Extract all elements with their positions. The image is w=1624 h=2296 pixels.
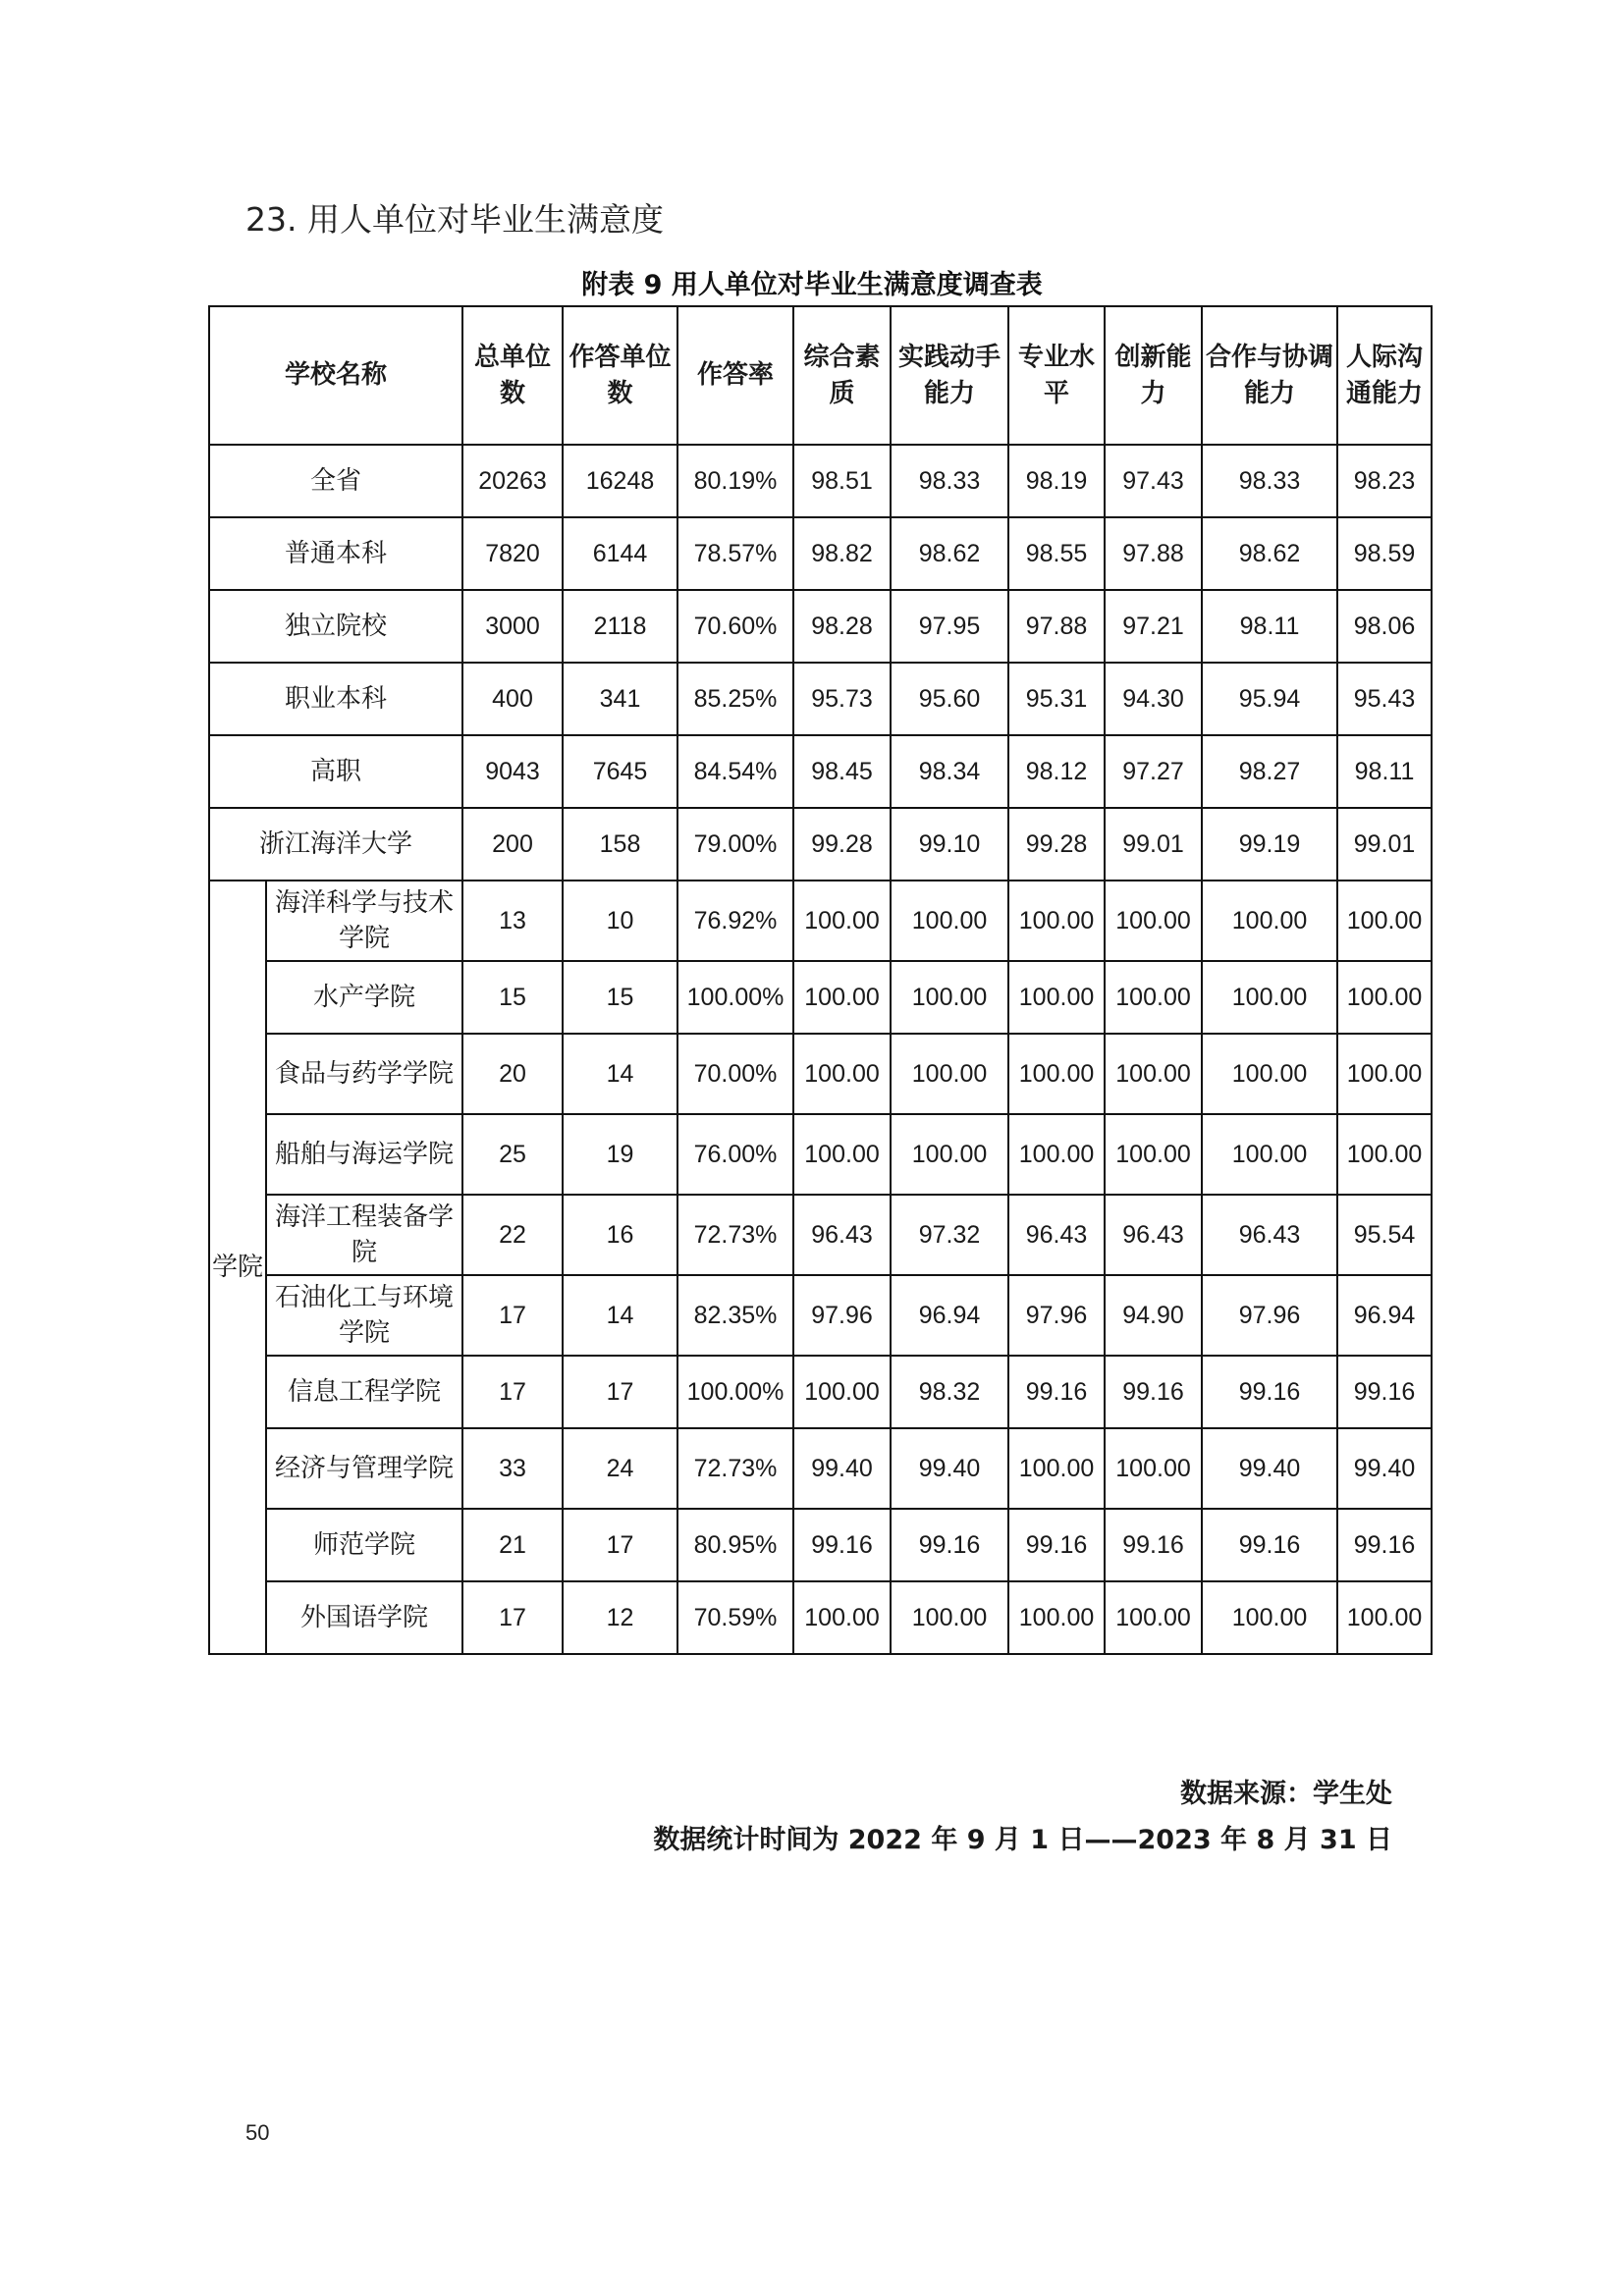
data-cell: 100.00 bbox=[793, 1034, 891, 1114]
data-source-note: 数据来源：学生处 bbox=[1180, 1779, 1392, 1809]
data-cell: 400 bbox=[462, 663, 563, 735]
row-name-cell: 高职 bbox=[209, 735, 462, 808]
data-cell: 99.01 bbox=[1337, 808, 1432, 881]
header-row bbox=[209, 306, 1432, 445]
summary-row bbox=[209, 590, 1432, 663]
header-cell: 专业水平 bbox=[1008, 306, 1105, 445]
data-cell: 99.40 bbox=[891, 1428, 1008, 1509]
data-cell: 97.32 bbox=[891, 1195, 1008, 1275]
data-cell: 100.00 bbox=[793, 1356, 891, 1428]
data-cell: 200 bbox=[462, 808, 563, 881]
data-cell: 100.00 bbox=[1008, 961, 1105, 1034]
data-cell: 97.96 bbox=[1202, 1275, 1337, 1356]
data-cell: 72.73% bbox=[677, 1195, 793, 1275]
data-cell: 97.95 bbox=[891, 590, 1008, 663]
summary-row bbox=[209, 808, 1432, 881]
college-row bbox=[209, 1275, 1432, 1356]
college-name-cell: 船舶与海运学院 bbox=[266, 1114, 462, 1195]
data-cell: 78.57% bbox=[677, 517, 793, 590]
data-cell: 99.16 bbox=[793, 1509, 891, 1581]
row-name-cell: 浙江海洋大学 bbox=[209, 808, 462, 881]
data-cell: 15 bbox=[563, 961, 677, 1034]
row-name-cell: 职业本科 bbox=[209, 663, 462, 735]
data-cell: 21 bbox=[462, 1509, 563, 1581]
data-cell: 158 bbox=[563, 808, 677, 881]
data-cell: 97.27 bbox=[1105, 735, 1202, 808]
data-cell: 341 bbox=[563, 663, 677, 735]
header-cell: 综合素质 bbox=[793, 306, 891, 445]
data-cell: 99.16 bbox=[1202, 1509, 1337, 1581]
data-cell: 84.54% bbox=[677, 735, 793, 808]
data-cell: 98.12 bbox=[1008, 735, 1105, 808]
page-number: 50 bbox=[245, 2120, 270, 2145]
data-cell: 100.00 bbox=[1105, 1034, 1202, 1114]
data-cell: 95.54 bbox=[1337, 1195, 1432, 1275]
data-cell: 100.00 bbox=[793, 961, 891, 1034]
data-cell: 3000 bbox=[462, 590, 563, 663]
data-cell: 99.40 bbox=[1202, 1428, 1337, 1509]
data-cell: 97.88 bbox=[1008, 590, 1105, 663]
data-cell: 99.16 bbox=[1105, 1356, 1202, 1428]
data-cell: 13 bbox=[462, 881, 563, 961]
summary-row bbox=[209, 735, 1432, 808]
data-cell: 96.43 bbox=[1202, 1195, 1337, 1275]
data-cell: 100.00% bbox=[677, 1356, 793, 1428]
college-row bbox=[209, 1356, 1432, 1428]
college-name-cell: 信息工程学院 bbox=[266, 1356, 462, 1428]
college-name-cell: 水产学院 bbox=[266, 961, 462, 1034]
data-cell: 96.94 bbox=[1337, 1275, 1432, 1356]
data-cell: 98.23 bbox=[1337, 445, 1432, 517]
data-cell: 100.00 bbox=[891, 1034, 1008, 1114]
college-row bbox=[209, 1428, 1432, 1509]
row-name-cell: 全省 bbox=[209, 445, 462, 517]
data-cell: 100.00 bbox=[793, 881, 891, 961]
section-heading: 23. 用人单位对毕业生满意度 bbox=[245, 200, 664, 239]
data-cell: 98.27 bbox=[1202, 735, 1337, 808]
data-cell: 98.51 bbox=[793, 445, 891, 517]
college-name-cell: 石油化工与环境学院 bbox=[266, 1275, 462, 1356]
data-cell: 97.88 bbox=[1105, 517, 1202, 590]
college-name-cell: 海洋科学与技术学院 bbox=[266, 881, 462, 961]
data-cell: 24 bbox=[563, 1428, 677, 1509]
data-cell: 99.10 bbox=[891, 808, 1008, 881]
header-cell: 总单位数 bbox=[462, 306, 563, 445]
college-name-cell: 经济与管理学院 bbox=[266, 1428, 462, 1509]
data-cell: 25 bbox=[462, 1114, 563, 1195]
data-cell: 98.82 bbox=[793, 517, 891, 590]
data-cell: 95.31 bbox=[1008, 663, 1105, 735]
data-cell: 98.11 bbox=[1337, 735, 1432, 808]
summary-row bbox=[209, 517, 1432, 590]
data-cell: 20263 bbox=[462, 445, 563, 517]
data-cell: 72.73% bbox=[677, 1428, 793, 1509]
data-cell: 100.00 bbox=[1008, 1428, 1105, 1509]
data-cell: 70.59% bbox=[677, 1581, 793, 1654]
header-cell: 学校名称 bbox=[209, 306, 462, 445]
row-name-cell: 普通本科 bbox=[209, 517, 462, 590]
college-row bbox=[209, 1034, 1432, 1114]
data-cell: 99.40 bbox=[1337, 1428, 1432, 1509]
data-cell: 2118 bbox=[563, 590, 677, 663]
data-cell: 96.94 bbox=[891, 1275, 1008, 1356]
data-cell: 12 bbox=[563, 1581, 677, 1654]
data-cell: 98.28 bbox=[793, 590, 891, 663]
data-cell: 99.16 bbox=[891, 1509, 1008, 1581]
data-cell: 14 bbox=[563, 1034, 677, 1114]
data-cell: 16 bbox=[563, 1195, 677, 1275]
data-cell: 100.00 bbox=[1105, 881, 1202, 961]
data-cell: 99.01 bbox=[1105, 808, 1202, 881]
college-name-cell: 外国语学院 bbox=[266, 1581, 462, 1654]
data-cell: 98.55 bbox=[1008, 517, 1105, 590]
header-cell: 人际沟通能力 bbox=[1337, 306, 1432, 445]
college-row bbox=[209, 1195, 1432, 1275]
data-cell: 10 bbox=[563, 881, 677, 961]
data-cell: 99.16 bbox=[1008, 1356, 1105, 1428]
college-row bbox=[209, 1581, 1432, 1654]
data-cell: 99.28 bbox=[793, 808, 891, 881]
data-cell: 96.43 bbox=[1008, 1195, 1105, 1275]
data-cell: 99.19 bbox=[1202, 808, 1337, 881]
data-cell: 6144 bbox=[563, 517, 677, 590]
data-cell: 33 bbox=[462, 1428, 563, 1509]
data-cell: 94.30 bbox=[1105, 663, 1202, 735]
data-cell: 9043 bbox=[462, 735, 563, 808]
data-cell: 100.00 bbox=[891, 1114, 1008, 1195]
data-cell: 97.43 bbox=[1105, 445, 1202, 517]
table-caption: 附表 9 用人单位对毕业生满意度调查表 bbox=[581, 270, 1043, 300]
data-cell: 99.16 bbox=[1202, 1356, 1337, 1428]
data-cell: 99.16 bbox=[1008, 1509, 1105, 1581]
college-row bbox=[209, 1509, 1432, 1581]
data-cell: 100.00 bbox=[891, 961, 1008, 1034]
college-name-cell: 食品与药学学院 bbox=[266, 1034, 462, 1114]
data-cell: 100.00 bbox=[1337, 1581, 1432, 1654]
data-cell: 22 bbox=[462, 1195, 563, 1275]
data-cell: 95.43 bbox=[1337, 663, 1432, 735]
data-cell: 7645 bbox=[563, 735, 677, 808]
data-period-note: 数据统计时间为 2022 年 9 月 1 日——2023 年 8 月 31 日 bbox=[653, 1825, 1392, 1855]
satisfaction-survey-table bbox=[208, 305, 1433, 1655]
header-cell: 作答单位数 bbox=[563, 306, 677, 445]
data-cell: 98.59 bbox=[1337, 517, 1432, 590]
data-cell: 100.00 bbox=[891, 881, 1008, 961]
data-cell: 100.00 bbox=[1105, 961, 1202, 1034]
data-cell: 14 bbox=[563, 1275, 677, 1356]
group-label-cell: 学院 bbox=[209, 881, 266, 1654]
data-cell: 98.11 bbox=[1202, 590, 1337, 663]
data-cell: 98.62 bbox=[891, 517, 1008, 590]
data-cell: 100.00 bbox=[891, 1581, 1008, 1654]
college-name-cell: 海洋工程装备学院 bbox=[266, 1195, 462, 1275]
summary-row bbox=[209, 445, 1432, 517]
data-cell: 100.00 bbox=[1008, 1581, 1105, 1654]
data-cell: 100.00 bbox=[793, 1114, 891, 1195]
header-cell: 作答率 bbox=[677, 306, 793, 445]
data-cell: 15 bbox=[462, 961, 563, 1034]
data-cell: 20 bbox=[462, 1034, 563, 1114]
data-cell: 100.00 bbox=[1202, 1581, 1337, 1654]
data-cell: 17 bbox=[462, 1356, 563, 1428]
data-cell: 19 bbox=[563, 1114, 677, 1195]
data-cell: 98.33 bbox=[1202, 445, 1337, 517]
data-cell: 98.32 bbox=[891, 1356, 1008, 1428]
data-cell: 100.00 bbox=[1008, 1034, 1105, 1114]
data-cell: 100.00 bbox=[1337, 1114, 1432, 1195]
college-name-cell: 师范学院 bbox=[266, 1509, 462, 1581]
data-cell: 99.40 bbox=[793, 1428, 891, 1509]
data-cell: 100.00 bbox=[1337, 961, 1432, 1034]
data-cell: 79.00% bbox=[677, 808, 793, 881]
header-cell: 创新能力 bbox=[1105, 306, 1202, 445]
data-cell: 98.62 bbox=[1202, 517, 1337, 590]
data-cell: 100.00 bbox=[1202, 881, 1337, 961]
data-cell: 99.28 bbox=[1008, 808, 1105, 881]
data-cell: 100.00 bbox=[1008, 881, 1105, 961]
data-cell: 80.19% bbox=[677, 445, 793, 517]
data-cell: 100.00 bbox=[1008, 1114, 1105, 1195]
data-cell: 100.00 bbox=[1202, 1114, 1337, 1195]
data-cell: 100.00 bbox=[1105, 1581, 1202, 1654]
data-cell: 82.35% bbox=[677, 1275, 793, 1356]
data-cell: 99.16 bbox=[1105, 1509, 1202, 1581]
data-cell: 17 bbox=[563, 1509, 677, 1581]
row-name-cell: 独立院校 bbox=[209, 590, 462, 663]
data-cell: 98.33 bbox=[891, 445, 1008, 517]
data-cell: 97.21 bbox=[1105, 590, 1202, 663]
data-cell: 76.92% bbox=[677, 881, 793, 961]
data-cell: 70.00% bbox=[677, 1034, 793, 1114]
data-cell: 96.43 bbox=[793, 1195, 891, 1275]
data-cell: 99.16 bbox=[1337, 1356, 1432, 1428]
data-cell: 97.96 bbox=[1008, 1275, 1105, 1356]
data-cell: 100.00 bbox=[1105, 1114, 1202, 1195]
data-cell: 100.00 bbox=[1202, 1034, 1337, 1114]
college-row bbox=[209, 1114, 1432, 1195]
data-cell: 16248 bbox=[563, 445, 677, 517]
data-cell: 98.34 bbox=[891, 735, 1008, 808]
data-cell: 100.00 bbox=[1337, 1034, 1432, 1114]
data-cell: 98.45 bbox=[793, 735, 891, 808]
data-cell: 99.16 bbox=[1337, 1509, 1432, 1581]
data-cell: 95.73 bbox=[793, 663, 891, 735]
data-cell: 17 bbox=[563, 1356, 677, 1428]
data-cell: 98.19 bbox=[1008, 445, 1105, 517]
table-body bbox=[209, 306, 1432, 1654]
data-cell: 17 bbox=[462, 1581, 563, 1654]
summary-row bbox=[209, 663, 1432, 735]
data-cell: 80.95% bbox=[677, 1509, 793, 1581]
data-cell: 95.60 bbox=[891, 663, 1008, 735]
data-cell: 100.00% bbox=[677, 961, 793, 1034]
data-cell: 100.00 bbox=[793, 1581, 891, 1654]
college-row bbox=[209, 881, 1432, 961]
data-cell: 100.00 bbox=[1202, 961, 1337, 1034]
header-cell: 实践动手能力 bbox=[891, 306, 1008, 445]
data-cell: 17 bbox=[462, 1275, 563, 1356]
data-cell: 76.00% bbox=[677, 1114, 793, 1195]
data-cell: 96.43 bbox=[1105, 1195, 1202, 1275]
data-cell: 100.00 bbox=[1105, 1428, 1202, 1509]
data-cell: 85.25% bbox=[677, 663, 793, 735]
data-cell: 95.94 bbox=[1202, 663, 1337, 735]
header-cell: 合作与协调能力 bbox=[1202, 306, 1337, 445]
data-cell: 98.06 bbox=[1337, 590, 1432, 663]
data-cell: 94.90 bbox=[1105, 1275, 1202, 1356]
college-row bbox=[209, 961, 1432, 1034]
data-cell: 7820 bbox=[462, 517, 563, 590]
data-cell: 100.00 bbox=[1337, 881, 1432, 961]
data-cell: 97.96 bbox=[793, 1275, 891, 1356]
data-cell: 70.60% bbox=[677, 590, 793, 663]
